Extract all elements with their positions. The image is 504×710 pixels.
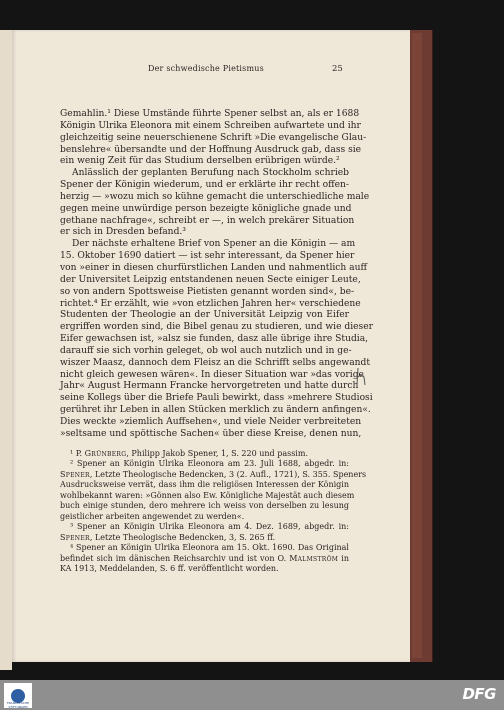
footnote-line: KA 1913, Meddelanden, S. 6 ff. veröffentlicht worden. <box>60 563 279 573</box>
text-line: richtet.⁴ Er erzählt, wie »von etzlichen Jahren her« verschiedene <box>60 298 361 309</box>
text-line: gleichzeitig seine neuerschienene Schrift »Die evangelische Glau- <box>60 132 367 143</box>
text-line: Der nächste erhaltene Brief von Spener an die Königin — am <box>72 239 356 250</box>
pencil-annotation <box>355 367 369 387</box>
text-line: gethane nachfrage«, schreibt er —, in welch prekärer Situation <box>60 215 355 226</box>
footnote-line: ¹ P. Grünberg, Philipp Jakob Spener, 1, S. 220 und passim. <box>70 449 308 458</box>
text-line: Dies weckte »ziemlich Auffsehen«, und viele Neider verbreiteten <box>60 416 362 427</box>
text-line: der Universitet Leipzig entstandenen neuen Secte einiger Leute, <box>60 274 361 285</box>
text-line: er sich in Dresden befand.³ <box>60 227 186 238</box>
text-line: nicht gleich gewesen wären«. In dieser Situation war »das vorige <box>60 369 364 380</box>
footnote-line: geistlicher arbeiten angewendet zu werden«. <box>60 511 245 521</box>
main-text <box>60 109 373 441</box>
footnote-line: buch einige stunden, dero mehrere ich weiss von derselben zu lesung <box>60 501 349 511</box>
adjacent-page-edge <box>0 30 12 670</box>
page-number: 25 <box>332 64 343 74</box>
text-line: so von andern Spottsweise Pietisten genannt worden sind«, be- <box>60 286 355 297</box>
text-line: von »einer in diesen churfürstlichen Landen und nahmentlich auff <box>60 262 367 273</box>
viewer-footer-bar <box>0 680 504 710</box>
text-line: wiszer Maasz, dannoch dem Fleisz an die Schrifft selbs angewandt <box>60 357 371 368</box>
footnote-line: Ausdrucksweise verrät, dass ihm die religiösen Interessen der Königin <box>60 480 349 490</box>
book-cover-inner <box>412 33 422 658</box>
text-line: Königin Ulrika Eleonora mit einem Schreiben aufwartete und ihr <box>60 120 361 131</box>
text-line: Spener der Königin wiederum, und er erklärte ihr recht offen- <box>60 180 349 191</box>
text-line: benslehre« übersandte und der Hoffnung Ausdruck gab, dass sie <box>60 144 362 155</box>
text-line: Eifer gewachsen ist, »alsz sie funden, dasz alle übrige ihre Studia, <box>60 334 369 345</box>
text-line: Gemahlin.¹ Diese Umstände führte Spener selbst an, als er 1688 <box>60 109 360 119</box>
footnote-line: Spener, Letzte Theologische Bedencken, 3, S. 265 ff. <box>60 532 276 542</box>
text-line: 15. Oktober 1690 datiert — ist sehr interessant, da Spener hier <box>60 251 355 262</box>
text-line: darauff sie sich vorhin geleget, ob wol auch nutzlich und in ge- <box>60 345 352 356</box>
dfg-logo[interactable]: DFG <box>462 685 496 703</box>
footnote-line: befindet sich im dänischen Reichsarchiv und ist von O. Malmström in <box>60 553 349 563</box>
text-line: gerühret ihr Leben in allen Stücken merklich zu ändern anfingen«. <box>60 405 371 416</box>
footnote-line: Spener, Letzte Theologische Bedencken, 3 (2. Aufl., 1721), S. 355. Speners <box>60 469 367 479</box>
footnotes <box>60 449 367 574</box>
text-line: »seltsame und spöttische Sachen« über diese Kreise, denen nun, <box>60 428 362 439</box>
footnote-line: ² Spener an Königin Ulrika Eleonora am 23. Juli 1688, abgedr. in: <box>70 459 349 469</box>
footnote-line: wohlbekannt waren: »Gönnen also Ew. Königliche Majestät auch diesem <box>60 490 355 500</box>
text-line: Jahr« August Hermann Francke hervorgetreten und hatte durch <box>60 381 359 392</box>
text-line: gegen meine unwürdige person bezeigte königliche gnade und <box>60 203 352 214</box>
running-head: Der schwedische Pietismus <box>148 64 264 73</box>
text-line: seine Kollegs über die Briefe Pauli bewirkt, dass »mehrere Studiosi <box>60 393 373 404</box>
text-line: Studenten der Theologie an der Universität Leipzig von Eifer <box>60 310 349 321</box>
logo-caption: FRANCKESCHE STIFTUNGEN <box>6 701 30 709</box>
footnote-line: ³ Spener an Königin Ulrika Eleonora am 4. Dez. 1689, abgedr. in: <box>70 522 349 532</box>
text-line: ein wenig Zeit für das Studium derselben erübrigen würde.² <box>60 156 340 167</box>
text-line: ergriffen worden sind, die Bibel genau zu studieren, und wie dieser <box>60 322 373 333</box>
text-line: Anlässlich der geplanten Berufung nach Stockholm schrieb <box>72 168 349 179</box>
text-line: herzig — »wozu mich so kühne gemacht die unterschiedliche male <box>60 191 370 202</box>
footnote-line: ⁴ Spener an Königin Ulrika Eleonora am 15. Okt. 1690. Das Original <box>70 543 349 553</box>
